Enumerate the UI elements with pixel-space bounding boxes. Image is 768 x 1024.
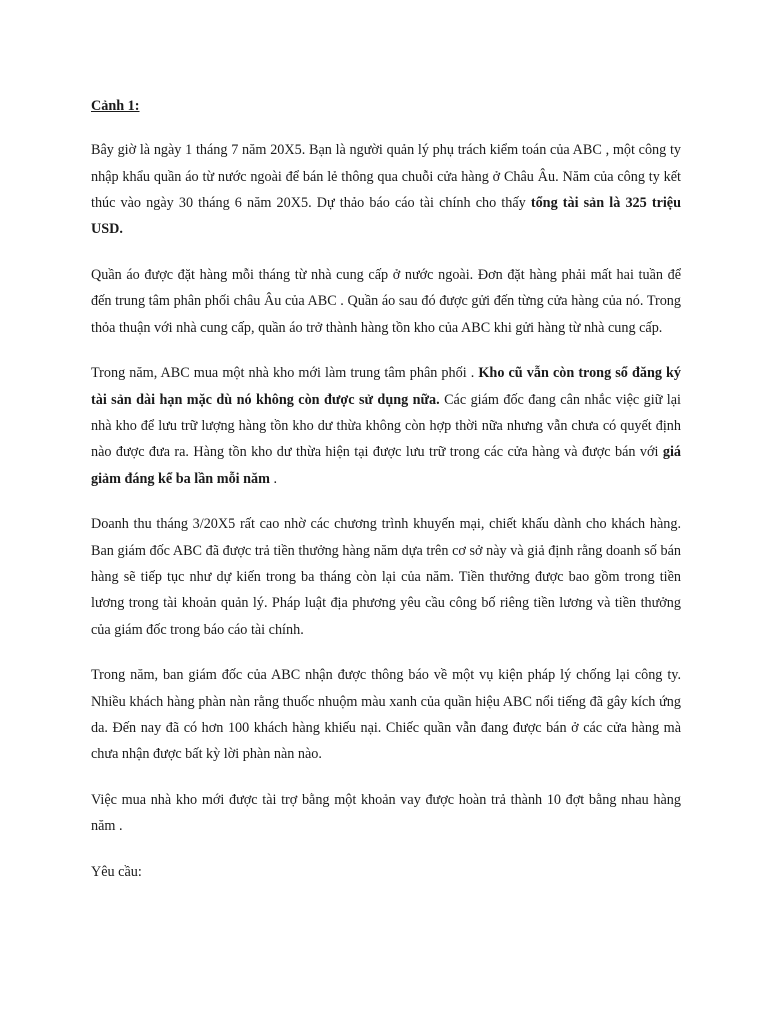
text-segment: Việc mua nhà kho mới được tài trợ bằng một khoản vay được hoàn trả thành 10 đợt bằng nhau hàng năm .: [91, 792, 681, 835]
bold-text: giá giảm đáng kể ba lần mỗi năm: [91, 444, 681, 487]
text-segment: Bây giờ là ngày 1 tháng 7 năm 20X5. Bạn là người quản lý phụ trách kiểm toán của ABC , một công ty nhập khẩu quần áo từ nước ngoài để bán lẻ thông qua chuỗi cửa hàng ở Châu Âu. Năm của công ty kết thúc vào ngày 30 tháng 6 năm 20X5. Dự thảo báo cáo tài chính cho thấy: [91, 142, 681, 211]
bold-text: Kho cũ vẫn còn trong sổ đăng ký tài sản dài hạn mặc dù nó không còn được sử dụng nữa.: [91, 365, 681, 408]
paragraph: [91, 360, 681, 491]
text-segment: .: [269, 470, 278, 487]
document-page: [91, 93, 681, 885]
paragraph: [91, 137, 681, 242]
text-segment: Trong năm, ban giám đốc của ABC nhận được thông báo về một vụ kiện pháp lý chống lại công ty. Nhiều khách hàng phàn nàn rằng thuốc nhuộm màu xanh của quần hiệu ABC nổi tiếng đã gây kích ứng da. Đến nay đã có hơn 100 khách hàng khiếu nại. Chiếc quần vẫn đang được bán ở các cửa hàng mà chưa nhận được bất kỳ lời phàn nàn nào.: [91, 667, 681, 763]
requirements-label: Yêu cầu:: [91, 864, 142, 881]
text-segment: Trong năm, ABC mua một nhà kho mới làm trung tâm phân phối .: [91, 365, 479, 382]
text-segment: Quần áo được đặt hàng mỗi tháng từ nhà cung cấp ở nước ngoài. Đơn đặt hàng phải mất hai tuần để đến trung tâm phân phối châu Âu của ABC . Quần áo sau đó được gửi đến từng cửa hàng của nó. Trong thỏa thuận với nhà cung cấp, quần áo trở thành hàng tồn kho của ABC khi gửi hàng từ nhà cung cấp.: [91, 266, 681, 336]
bold-text: tổng tài sản là 325 triệu USD.: [91, 194, 681, 238]
paragraph: [91, 662, 681, 767]
text-segment: Các giám đốc đang cân nhắc việc giữ lại nhà kho để lưu trữ lượng hàng tồn kho dư thừa không còn hợp thời nữa nhưng vẫn chưa có quyết định nào được đưa ra. Hàng tồn kho dư thừa hiện tại được lưu trữ trong các cửa hàng và được bán với: [91, 391, 681, 461]
paragraph: [91, 511, 681, 642]
section-heading: Cảnh 1:: [91, 98, 140, 114]
paragraph: [91, 262, 681, 341]
body-paragraphs: [91, 137, 681, 839]
text-segment: Doanh thu tháng 3/20X5 rất cao nhờ các chương trình khuyến mại, chiết khấu dành cho khách hàng. Ban giám đốc ABC đã được trả tiền thưởng hàng năm dựa trên cơ sở này và giả định rằng doanh số bán hàng sẽ tiếp tục như dự kiến trong ba tháng còn lại của năm. Tiền thưởng được bao gồm trong tiền lương trong tài khoản quản lý. Pháp luật địa phương yêu cầu công bố riêng tiền lương và tiền thưởng của giám đốc trong báo cáo tài chính.: [91, 516, 681, 638]
paragraph: [91, 787, 681, 840]
